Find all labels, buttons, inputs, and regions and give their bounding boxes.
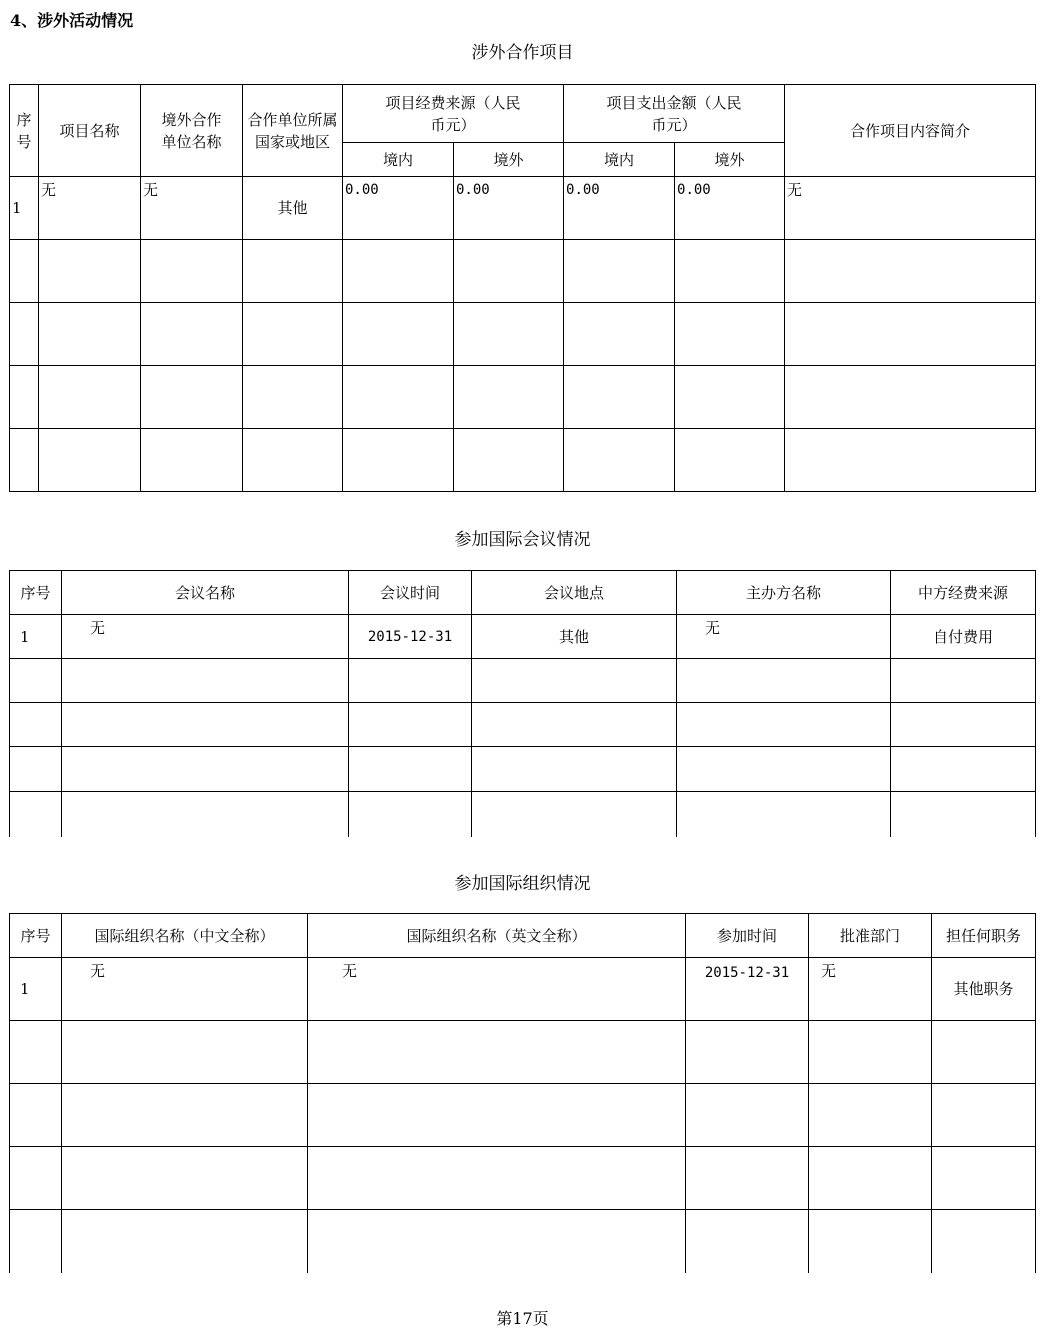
header-funding-domestic: 境内 — [343, 143, 454, 177]
table-row — [10, 1084, 1036, 1147]
header-position: 担任何职务 — [932, 914, 1036, 958]
row-expense-overseas: 0.00 — [675, 177, 785, 240]
organizations-header-row — [10, 914, 1036, 958]
row-conference-time: 2015-12-31 — [349, 615, 472, 659]
row-seq: 1 — [10, 958, 62, 1021]
row-position: 其他职务 — [932, 958, 1036, 1021]
conferences-caption: 参加国际会议情况 — [454, 530, 591, 550]
header-project-name: 项目名称 — [39, 85, 141, 177]
header-expenditure: 项目支出金额（人民币元） — [564, 85, 785, 143]
row-project-name: 无 — [39, 177, 141, 240]
header-partner-country: 合作单位所属国家或地区 — [243, 85, 343, 177]
header-expense-domestic: 境内 — [564, 143, 675, 177]
header-approver: 批准部门 — [809, 914, 932, 958]
page-number: 第17页 — [496, 1309, 549, 1328]
header-organizer: 主办方名称 — [677, 571, 891, 615]
header-content-summary: 合作项目内容简介 — [785, 85, 1036, 177]
table-row — [10, 303, 1036, 366]
table-row — [10, 366, 1036, 429]
header-conference-location: 会议地点 — [472, 571, 677, 615]
table-row — [10, 659, 1036, 703]
organizations-caption: 参加国际组织情况 — [454, 874, 591, 894]
row-org-name-en: 无 — [308, 958, 686, 1021]
conferences-header-row — [10, 571, 1036, 615]
row-approver: 无 — [809, 958, 932, 1021]
table-row — [10, 958, 1036, 1021]
row-seq: 1 — [10, 177, 39, 240]
table-row — [10, 177, 1036, 240]
table-row — [10, 1147, 1036, 1210]
table-row — [10, 240, 1036, 303]
header-seq: 序号 — [10, 571, 62, 615]
conferences-table — [9, 570, 1036, 837]
row-seq: 1 — [10, 615, 62, 659]
table-row — [10, 1021, 1036, 1084]
table-row — [10, 615, 1036, 659]
table-row — [10, 703, 1036, 747]
header-org-name-cn: 国际组织名称（中文全称） — [62, 914, 308, 958]
header-funding: 中方经费来源 — [891, 571, 1036, 615]
header-conference-time: 会议时间 — [349, 571, 472, 615]
header-funding-source: 项目经费来源（人民币元） — [343, 85, 564, 143]
header-org-name-en: 国际组织名称（英文全称） — [308, 914, 686, 958]
header-seq: 序号 — [10, 914, 62, 958]
table-row — [10, 747, 1036, 792]
row-content-summary: 无 — [785, 177, 1036, 240]
row-partner-name: 无 — [141, 177, 243, 240]
header-conference-name: 会议名称 — [62, 571, 349, 615]
cooperation-header-row-1 — [10, 85, 1036, 143]
header-expense-overseas: 境外 — [675, 143, 785, 177]
organizations-table — [9, 913, 1036, 1273]
row-conference-location: 其他 — [472, 615, 677, 659]
section-heading: 4、涉外活动情况 — [10, 11, 134, 30]
table-row — [10, 792, 1036, 837]
cooperation-caption: 涉外合作项目 — [471, 43, 574, 63]
header-seq: 序号 — [10, 85, 39, 177]
table-row — [10, 1210, 1036, 1273]
row-join-time: 2015-12-31 — [686, 958, 809, 1021]
row-funding-overseas: 0.00 — [454, 177, 564, 240]
header-funding-overseas: 境外 — [454, 143, 564, 177]
row-organizer: 无 — [677, 615, 891, 659]
header-join-time: 参加时间 — [686, 914, 809, 958]
table-row — [10, 429, 1036, 492]
header-partner-name: 境外合作单位名称 — [141, 85, 243, 177]
row-conference-name: 无 — [62, 615, 349, 659]
row-funding: 自付费用 — [891, 615, 1036, 659]
row-org-name-cn: 无 — [62, 958, 308, 1021]
row-funding-domestic: 0.00 — [343, 177, 454, 240]
row-partner-country: 其他 — [243, 177, 343, 240]
cooperation-table — [9, 84, 1036, 492]
row-expense-domestic: 0.00 — [564, 177, 675, 240]
